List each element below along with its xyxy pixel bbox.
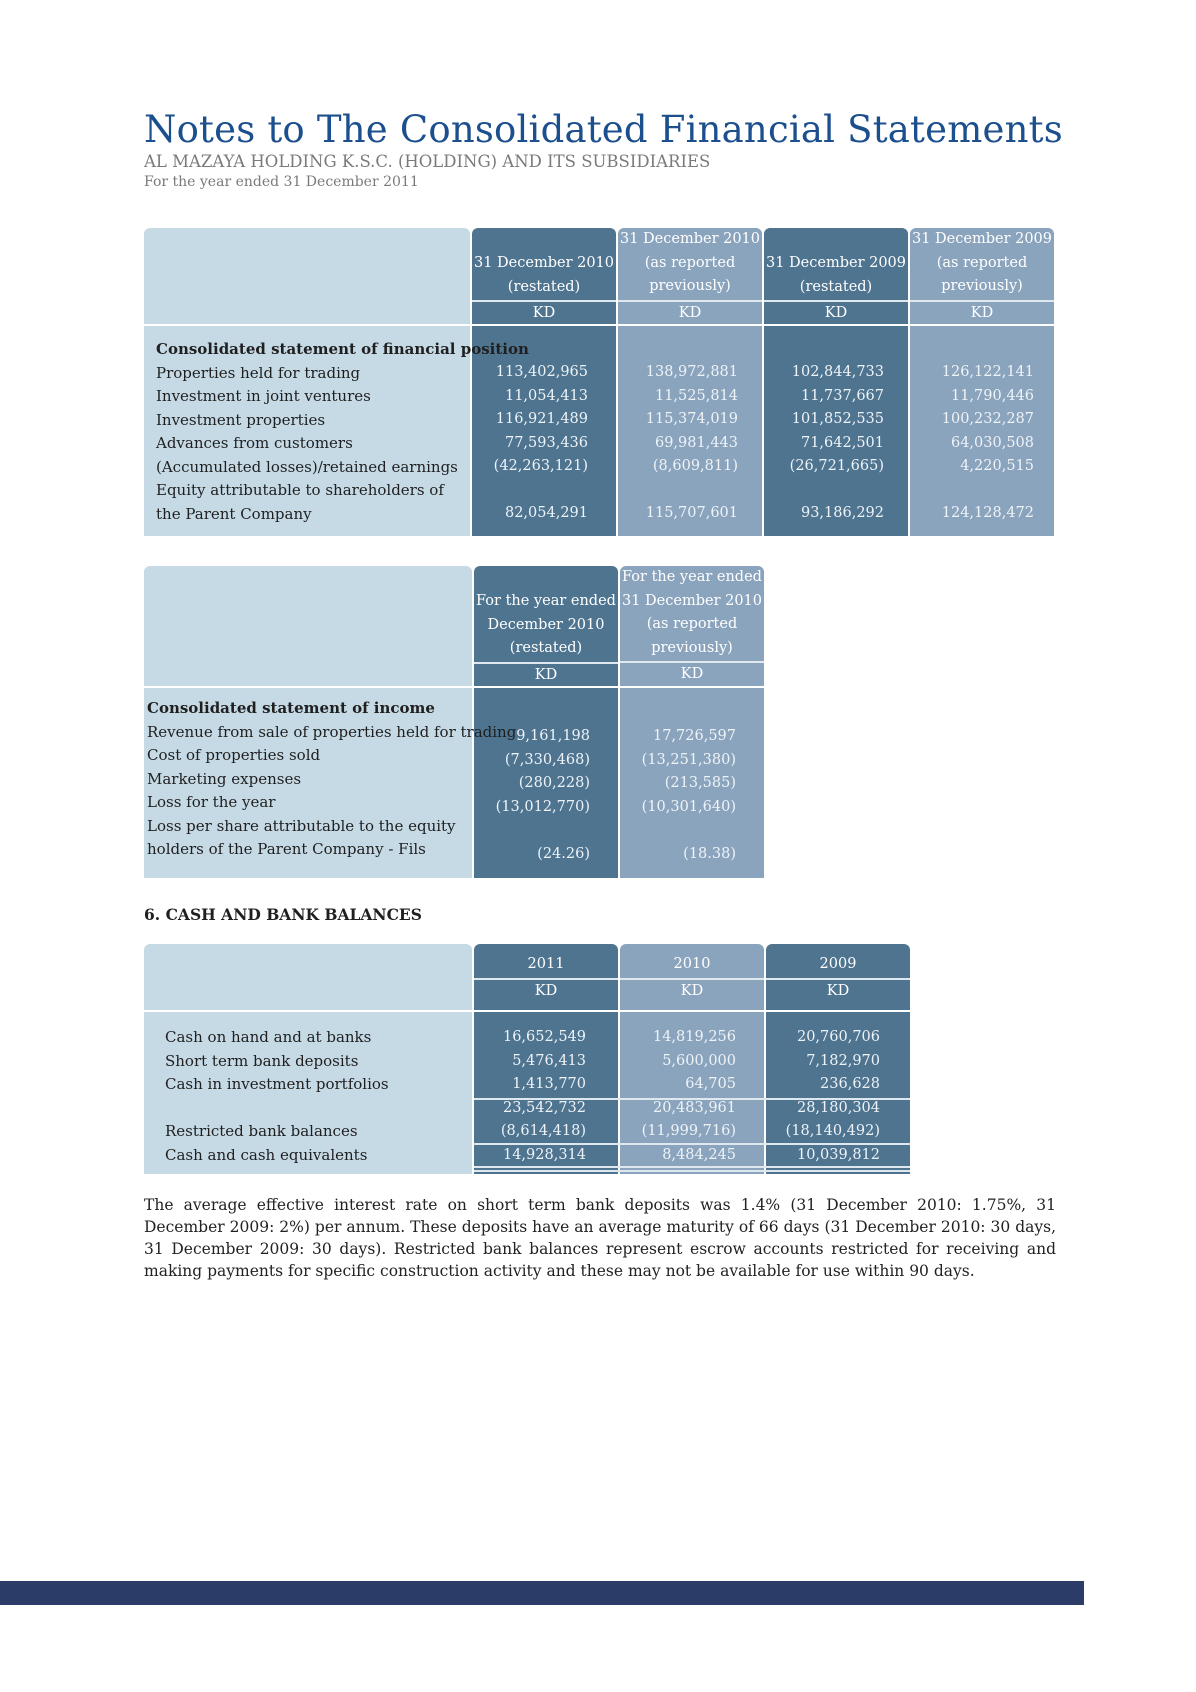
cell-value: 71,642,501 [800,434,884,451]
cell-value [474,819,590,843]
col-unit: KD [620,661,764,687]
cell-value: (26,721,665) [789,458,884,474]
cell-value: 8,484,245 [662,1146,736,1163]
cell-value: 10,039,812 [796,1146,880,1163]
col-unit: KD [618,300,762,326]
row-label: Investment properties [156,410,326,429]
interest-rate-note: The average effective interest rate on short term bank deposits was 1.4% (31 December 2010: 1.75%, 31 December 2009: 2%) per annum. These deposits have an average maturity of 66 days (31 December 2010: 30 days, 31 December 2009: 30 days). Restricted bank balances represent escrow accounts restricted for receiving and making payments for specific construction activity and these may not be available for use within 90 days. [144,1196,1056,1280]
row-label: the Parent Company [156,504,312,523]
row-label: Properties held for trading [156,363,361,382]
section-heading: 6. CASH AND BANK BALANCES [144,905,422,924]
page-title: Notes to The Consolidated Financial Statements [144,108,1063,151]
cell-value: 23,542,732 [502,1099,586,1116]
reporting-period: For the year ended 31 December 2011 [144,174,419,190]
cell-value: 14,819,256 [652,1029,736,1045]
cell-value: (24.26) [537,845,590,862]
cell-value: 236,628 [820,1076,880,1092]
cell-value: 115,707,601 [645,505,738,521]
cell-value: (13,012,770) [495,798,590,815]
cell-value: 11,790,446 [950,387,1034,404]
col-unit: KD [910,300,1054,326]
row-label: holders of the Parent Company - Fils [147,840,426,858]
cell-value: 102,844,733 [791,364,884,380]
cell-value: (8,614,418) [500,1123,586,1139]
row-label: Advances from customers [156,434,353,452]
cell-value: 82,054,291 [504,505,588,521]
table1-header-label-cell [144,228,470,324]
table3-col1-values [474,1026,586,1167]
cell-value: 20,760,706 [796,1029,880,1045]
cell-value: 93,186,292 [800,505,884,521]
footer-bar [0,1581,1084,1605]
col-year: 2010 [673,956,711,972]
row-label: Short term bank deposits [165,1051,359,1070]
table2-col1-header [474,566,618,686]
col-unit: KD [474,978,618,1004]
cell-value: (10,301,640) [641,798,736,815]
total-rule-double [474,1170,910,1172]
col-header-line: 31 December 2010 [473,255,615,271]
table1-col3-header [764,228,908,324]
row-label: Restricted bank balances [165,1122,358,1140]
table1-col2-header [618,228,762,324]
row-label [165,1097,389,1121]
col-header-line: previously) [941,278,1023,294]
cell-value: 5,476,413 [512,1052,586,1069]
row-label: Investment in joint ventures [156,387,371,405]
cell-value: 100,232,287 [941,411,1034,427]
row-label: Equity attributable to shareholders of [156,481,444,499]
table2-col2-values [620,725,736,866]
cell-value: 11,525,814 [654,387,738,404]
table1-col1-header [472,228,616,324]
col-header-line: For the year ended [476,593,616,609]
col-unit: KD [764,300,908,326]
cell-value: 9,161,198 [516,728,590,744]
cell-value: 7,182,970 [806,1052,880,1069]
cell-value: 124,128,472 [941,505,1034,521]
col-year: 2011 [527,956,565,972]
col-header-line: 31 December 2010 [619,231,761,247]
col-header-line: 31 December 2010 [621,592,763,609]
table1-col1-values [472,361,588,526]
table2-labels [147,697,516,862]
cell-value: 28,180,304 [796,1099,880,1116]
table1-col4-header [910,228,1054,324]
cell-value: 116,921,489 [495,411,588,427]
table2-header-label-cell [144,566,472,686]
cell-value: 4,220,515 [960,458,1034,474]
table3-col1-header [474,944,618,1010]
col-header-line: (as reported [936,254,1028,271]
cell-value [618,479,738,503]
cell-value: 101,852,535 [791,411,884,427]
col-header-line: 31 December 2009 [765,255,907,271]
cell-value: (213,585) [664,775,736,791]
table2-col1-values [474,725,590,866]
cell-value: 77,593,436 [504,434,588,451]
col-unit: KD [474,662,618,688]
table1-col2-values [618,361,738,526]
col-header-line: (restated) [507,278,581,295]
cell-value: (18.38) [683,845,736,862]
col-header-line: previously) [651,639,733,656]
cell-value: 5,600,000 [662,1052,736,1069]
cell-value: 64,705 [685,1076,736,1092]
table1-col3-values [764,361,884,526]
table3-labels [165,1026,389,1167]
row-label: Cash in investment portfolios [165,1075,389,1093]
cell-value: 69,981,443 [654,434,738,451]
row-label: (Accumulated losses)/retained earnings [156,457,458,476]
col-header-line: (as reported [646,616,738,632]
cell-value: 113,402,965 [495,364,588,380]
row-label: Loss per share attributable to the equity [147,816,456,835]
cell-value: (13,251,380) [641,751,736,768]
table3-col2-values [620,1026,736,1167]
cell-value: 17,726,597 [652,728,736,744]
cell-value: (11,999,716) [641,1123,736,1139]
table1-heading: Consolidated statement of financial position [156,340,529,358]
cell-value [764,479,884,503]
cell-value [910,479,1034,503]
table3-header-label-cell [144,944,472,1010]
cell-value: (8,609,811) [652,458,738,474]
row-label: Marketing expenses [147,769,302,788]
cell-value: 115,374,019 [645,411,738,427]
row-label: Cash and cash equivalents [165,1145,368,1164]
table2-heading: Consolidated statement of income [147,699,435,717]
table2-col2-header [620,566,764,686]
cell-value: 64,030,508 [950,434,1034,451]
table3-col3-values [766,1026,880,1167]
col-year: 2009 [819,956,857,972]
cell-value: 20,483,961 [652,1099,736,1116]
cell-value [620,819,736,843]
table1-col4-values [910,361,1034,526]
cell-value [472,479,588,503]
col-unit: KD [766,978,910,1004]
cell-value: 126,122,141 [941,364,1034,380]
cell-value: 14,928,314 [502,1146,586,1163]
cell-value: 138,972,881 [645,364,738,380]
col-header-line: December 2010 [487,616,605,633]
col-header-line: For the year ended [622,569,762,585]
col-unit: KD [620,978,764,1004]
col-header-line: (restated) [799,278,873,295]
cell-value: (280,228) [518,775,590,791]
cell-value: 11,054,413 [504,387,588,404]
cell-value: 16,652,549 [502,1029,586,1045]
table3-col3-header [766,944,910,1010]
table3-col2-header [620,944,764,1010]
col-unit: KD [472,300,616,326]
cell-value: (18,140,492) [785,1123,880,1139]
cell-value: (7,330,468) [504,751,590,768]
row-label: Cost of properties sold [147,746,321,764]
cell-value: 1,413,770 [512,1076,586,1092]
row-label: Loss for the year [147,793,276,811]
row-label: Cash on hand and at banks [165,1028,372,1046]
cell-value: (42,263,121) [493,458,588,474]
col-header-line: (as reported [644,254,736,271]
cell-value: 11,737,667 [800,387,884,404]
col-header-line: (restated) [509,640,583,656]
col-header-line: previously) [649,278,731,294]
col-header-line: 31 December 2009 [911,231,1053,247]
row-label: Revenue from sale of properties held for trading [147,722,517,741]
company-name: AL MAZAYA HOLDING K.S.C. (HOLDING) AND ITS SUBSIDIARIES [144,152,711,171]
